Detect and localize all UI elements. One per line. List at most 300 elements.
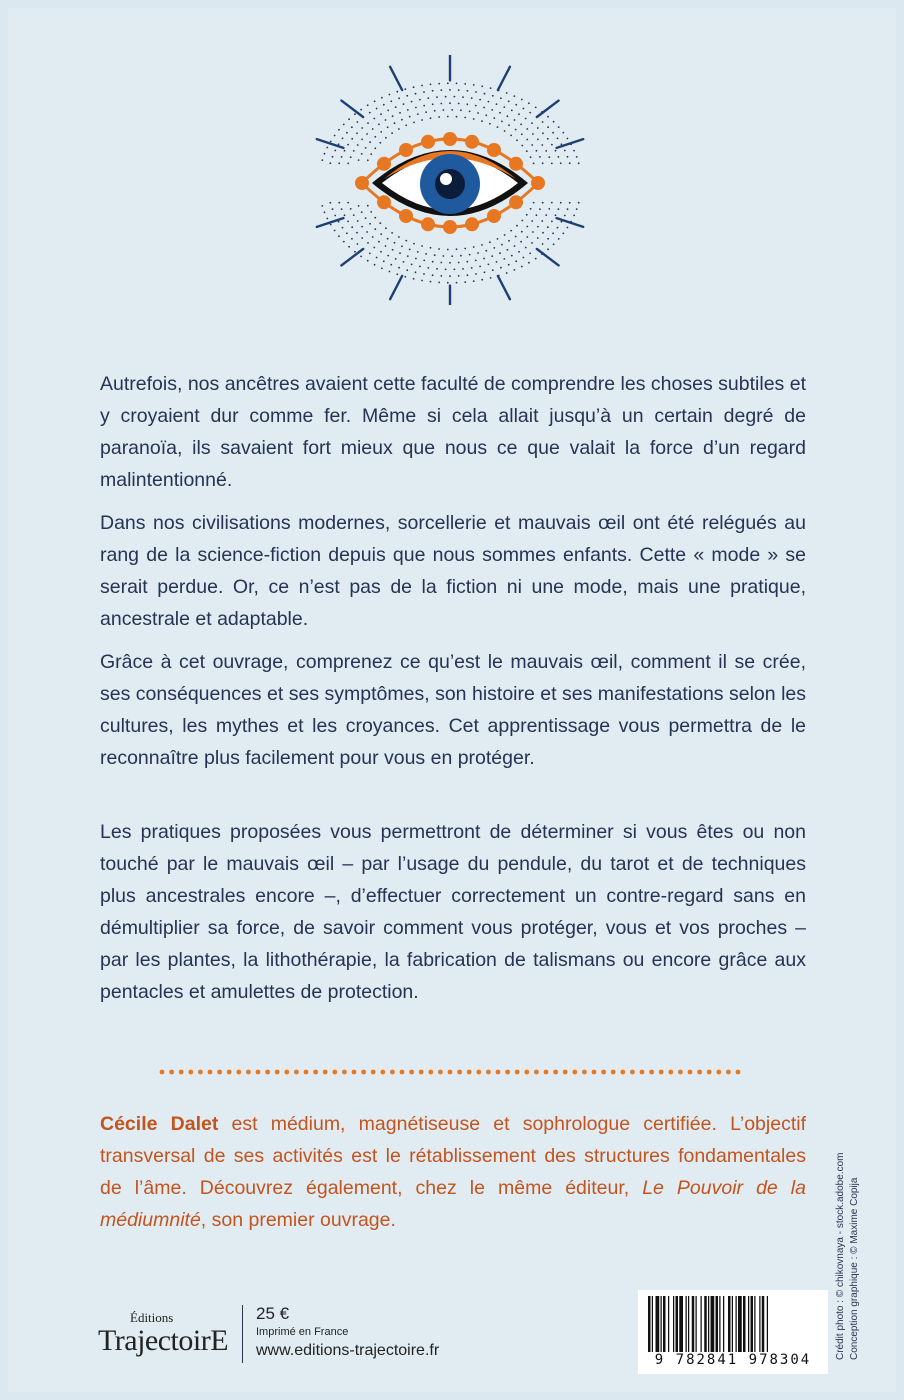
halftone-dot bbox=[557, 227, 559, 229]
halftone-dot bbox=[407, 255, 409, 257]
halftone-dot bbox=[440, 275, 442, 277]
publisher-website[interactable]: www.editions-trajectoire.fr bbox=[256, 1342, 440, 1359]
halftone-dot bbox=[449, 102, 451, 104]
halftone-dot bbox=[432, 274, 434, 276]
halftone-dot bbox=[462, 96, 464, 98]
halftone-dot bbox=[497, 238, 499, 240]
halftone-dot bbox=[514, 245, 516, 247]
halftone-dot bbox=[374, 217, 376, 219]
halftone-dot bbox=[367, 159, 369, 161]
halftone-dot bbox=[492, 269, 494, 271]
halftone-dot bbox=[379, 222, 381, 224]
divider-dot bbox=[611, 1070, 616, 1075]
halftone-dot bbox=[490, 277, 492, 279]
halftone-dot bbox=[506, 92, 508, 94]
divider-dot bbox=[486, 1070, 491, 1075]
halftone-dot bbox=[348, 246, 350, 248]
photo-credit: Crédit photo : © chikovnaya - stock.adobe.com bbox=[835, 1152, 846, 1360]
halftone-dot bbox=[504, 234, 506, 236]
halftone-dot bbox=[531, 122, 533, 124]
halftone-dot bbox=[330, 141, 332, 143]
halftone-dot bbox=[515, 104, 517, 106]
barcode-bar bbox=[679, 1296, 683, 1352]
halftone-dot bbox=[329, 162, 331, 164]
halftone-dot bbox=[552, 232, 554, 234]
halftone-dot bbox=[515, 236, 517, 238]
divider-dot bbox=[592, 1070, 597, 1075]
halftone-dot bbox=[531, 144, 533, 146]
halftone-dot bbox=[569, 162, 571, 164]
halftone-dot bbox=[324, 211, 326, 213]
halftone-dot bbox=[484, 93, 486, 95]
halftone-dot bbox=[567, 208, 569, 210]
halftone-dot bbox=[460, 109, 462, 111]
barcode-bar bbox=[661, 1296, 662, 1352]
halftone-dot bbox=[383, 104, 385, 106]
halftone-dot bbox=[367, 260, 369, 262]
halftone-dot bbox=[560, 162, 562, 164]
halftone-dot bbox=[381, 97, 383, 99]
barcode-bar bbox=[688, 1296, 689, 1352]
halftone-dot bbox=[415, 258, 417, 260]
divider-dot bbox=[246, 1070, 251, 1075]
halftone-dot bbox=[425, 253, 427, 255]
halftone-dot bbox=[542, 121, 544, 123]
halftone-dot bbox=[567, 227, 569, 229]
halftone-dot bbox=[369, 141, 371, 143]
halftone-dot bbox=[407, 109, 409, 111]
divider-dot bbox=[179, 1070, 184, 1075]
halftone-dot bbox=[488, 101, 490, 103]
halftone-dot bbox=[369, 253, 371, 255]
divider-dot bbox=[419, 1070, 424, 1075]
halftone-dot bbox=[488, 264, 490, 266]
halftone-dot bbox=[321, 159, 323, 161]
halftone-dot bbox=[445, 96, 447, 98]
halftone-dot bbox=[526, 214, 528, 216]
halftone-dot bbox=[536, 150, 538, 152]
halftone-dot bbox=[372, 236, 374, 238]
halftone-dot bbox=[419, 266, 421, 268]
logo-trajectoire: TrajectoirE bbox=[98, 1324, 229, 1357]
halftone-dot bbox=[547, 248, 549, 250]
divider-dot bbox=[688, 1070, 693, 1075]
halftone-dot bbox=[334, 150, 336, 152]
halftone-dot bbox=[391, 132, 393, 134]
halftone-dot bbox=[423, 105, 425, 107]
divider-dot bbox=[217, 1070, 222, 1075]
halftone-dot bbox=[526, 139, 528, 141]
halftone-dot bbox=[504, 130, 506, 132]
divider-dot bbox=[188, 1070, 193, 1075]
halftone-dot bbox=[489, 241, 491, 243]
halftone-dot bbox=[357, 121, 359, 123]
halftone-dot bbox=[490, 87, 492, 89]
divider-dot bbox=[697, 1070, 702, 1075]
halftone-dot bbox=[351, 226, 353, 228]
halftone-dot bbox=[547, 138, 549, 140]
halftone-dot bbox=[508, 124, 510, 126]
divider-dot bbox=[390, 1070, 395, 1075]
divider-dot bbox=[572, 1070, 577, 1075]
halftone-dot bbox=[389, 271, 391, 273]
halftone-dot bbox=[385, 137, 387, 139]
barcode-bar bbox=[767, 1296, 768, 1352]
halftone-dot bbox=[338, 202, 340, 204]
halftone-dot bbox=[374, 228, 376, 230]
halftone-dot bbox=[548, 156, 550, 158]
halftone-dot bbox=[491, 255, 493, 257]
halftone-dot bbox=[421, 119, 423, 121]
halftone-dot bbox=[401, 119, 403, 121]
halftone-dot bbox=[483, 258, 485, 260]
divider-dot bbox=[678, 1070, 683, 1075]
halftone-dot bbox=[503, 106, 505, 108]
halftone-dot bbox=[390, 100, 392, 102]
halftone-dot bbox=[496, 261, 498, 263]
halftone-dot bbox=[532, 231, 534, 233]
divider-dot bbox=[256, 1070, 261, 1075]
halftone-dot bbox=[533, 202, 535, 204]
halftone-dot bbox=[456, 248, 458, 250]
halftone-dot bbox=[369, 112, 371, 114]
price: 25 € bbox=[256, 1304, 290, 1323]
halftone-dot bbox=[529, 112, 531, 114]
barcode-bar bbox=[686, 1296, 687, 1352]
halftone-dot bbox=[324, 153, 326, 155]
halftone-dot bbox=[326, 147, 328, 149]
halftone-dot bbox=[558, 208, 560, 210]
barcode-bar bbox=[754, 1296, 755, 1352]
halftone-dot bbox=[354, 251, 356, 253]
halftone-dot bbox=[404, 88, 406, 90]
halftone-dot bbox=[508, 100, 510, 102]
halftone-dot bbox=[438, 116, 440, 118]
halftone-dot bbox=[419, 99, 421, 101]
halftone-dot bbox=[344, 214, 346, 216]
halftone-dot bbox=[440, 103, 442, 105]
barcode-bar bbox=[676, 1296, 679, 1352]
halftone-dot bbox=[373, 247, 375, 249]
halftone-dot bbox=[413, 86, 415, 88]
halftone-dot bbox=[398, 97, 400, 99]
ray bbox=[390, 67, 402, 90]
halftone-dot bbox=[421, 85, 423, 87]
logo-separator bbox=[242, 1305, 243, 1363]
halftone-dot bbox=[449, 262, 451, 264]
halftone-dot bbox=[576, 208, 578, 210]
halftone-dot bbox=[367, 104, 369, 106]
halftone-dot bbox=[547, 238, 549, 240]
halftone-dot bbox=[526, 150, 528, 152]
halftone-dot bbox=[479, 99, 481, 101]
divider-dot bbox=[428, 1070, 433, 1075]
halftone-dot bbox=[396, 91, 398, 93]
halftone-dot bbox=[523, 257, 525, 259]
halftone-dot bbox=[403, 103, 405, 105]
halftone-dot bbox=[365, 147, 367, 149]
halftone-dot bbox=[370, 211, 372, 213]
halftone-dot bbox=[374, 147, 376, 149]
halftone-dot bbox=[330, 224, 332, 226]
halftone-dot bbox=[378, 123, 380, 125]
halftone-dot bbox=[392, 115, 394, 117]
barcode-bars bbox=[646, 1296, 820, 1352]
halftone-dot bbox=[392, 249, 394, 251]
halftone-dot bbox=[547, 226, 549, 228]
halftone-dot bbox=[562, 233, 564, 235]
halftone-dot bbox=[380, 251, 382, 253]
halftone-dot bbox=[338, 129, 340, 131]
printed-in: Imprimé en France bbox=[256, 1326, 349, 1338]
divider-dot bbox=[160, 1070, 165, 1075]
pupil-highlight bbox=[440, 173, 452, 185]
halftone-dot bbox=[430, 247, 432, 249]
halftone-dot bbox=[376, 108, 378, 110]
halftone-dot bbox=[378, 241, 380, 243]
halftone-dot bbox=[390, 264, 392, 266]
ray bbox=[498, 67, 510, 90]
halftone-dot bbox=[542, 243, 544, 245]
halftone-dot bbox=[458, 262, 460, 264]
divider-dot bbox=[208, 1070, 213, 1075]
halftone-dot bbox=[404, 276, 406, 278]
halftone-dot bbox=[361, 127, 363, 129]
halftone-dot bbox=[387, 238, 389, 240]
halftone-dot bbox=[346, 132, 348, 134]
halftone-dot bbox=[528, 262, 530, 264]
halftone-dot bbox=[361, 211, 363, 213]
halftone-dot bbox=[458, 89, 460, 91]
divider-dot bbox=[332, 1070, 337, 1075]
halftone-dot bbox=[411, 101, 413, 103]
halftone-dot bbox=[552, 132, 554, 134]
divider-dot bbox=[275, 1070, 280, 1075]
design-credit: Conception graphique : © Maxime Copija bbox=[849, 1177, 860, 1360]
halftone-dot bbox=[417, 113, 419, 115]
barcode-bar bbox=[728, 1296, 731, 1352]
barcode-bar bbox=[738, 1296, 742, 1352]
halftone-dot bbox=[415, 93, 417, 95]
divider-dot bbox=[198, 1070, 203, 1075]
divider-dot bbox=[736, 1070, 741, 1075]
halftone-dot bbox=[360, 256, 362, 258]
halftone-dot bbox=[458, 275, 460, 277]
halftone-dot bbox=[526, 128, 528, 130]
barcode-number: 9 782841 978304 bbox=[654, 1352, 812, 1368]
halftone-dot bbox=[438, 282, 440, 284]
halftone-dot bbox=[351, 126, 353, 128]
halftone-dot bbox=[396, 273, 398, 275]
barcode-bar bbox=[656, 1296, 660, 1352]
halftone-dot bbox=[438, 248, 440, 250]
halftone-dot bbox=[440, 262, 442, 264]
divider-dot bbox=[371, 1070, 376, 1075]
halftone-dot bbox=[539, 208, 541, 210]
halftone-dot bbox=[558, 156, 560, 158]
halftone-dot bbox=[521, 99, 523, 101]
halftone-dot bbox=[475, 105, 477, 107]
halftone-dot bbox=[347, 221, 349, 223]
dotted-divider bbox=[158, 1064, 746, 1080]
ray bbox=[557, 218, 584, 227]
halftone-dot bbox=[530, 208, 532, 210]
halftone-dot bbox=[379, 142, 381, 144]
halftone-dot bbox=[353, 214, 355, 216]
ray bbox=[537, 101, 559, 117]
halftone-dot bbox=[521, 231, 523, 233]
halftone-dot bbox=[469, 111, 471, 113]
halftone-dot bbox=[406, 95, 408, 97]
halftone-dot bbox=[361, 139, 363, 141]
halftone-dot bbox=[471, 267, 473, 269]
halftone-dot bbox=[421, 280, 423, 282]
halftone-dot bbox=[479, 266, 481, 268]
ray bbox=[317, 218, 344, 227]
divider-dot bbox=[438, 1070, 443, 1075]
halftone-dot bbox=[558, 126, 560, 128]
halftone-dot bbox=[501, 121, 503, 123]
halftone-dot bbox=[367, 122, 369, 124]
barcode-bar bbox=[751, 1296, 754, 1352]
halftone-dot bbox=[361, 237, 363, 239]
divider-dot bbox=[294, 1070, 299, 1075]
divider-dot bbox=[563, 1070, 568, 1075]
divider-dot bbox=[323, 1070, 328, 1075]
halftone-dot bbox=[535, 107, 537, 109]
halftone-dot bbox=[510, 230, 512, 232]
halftone-dot bbox=[466, 261, 468, 263]
halftone-dot bbox=[521, 145, 523, 147]
halftone-dot bbox=[537, 237, 539, 239]
halftone-dot bbox=[454, 96, 456, 98]
halftone-dot bbox=[564, 215, 566, 217]
halftone-dot bbox=[481, 85, 483, 87]
halftone-dot bbox=[535, 258, 537, 260]
halftone-dot bbox=[499, 252, 501, 254]
halftone-dot bbox=[542, 232, 544, 234]
halftone-dot bbox=[370, 153, 372, 155]
halftone-dot bbox=[430, 117, 432, 119]
halftone-dot bbox=[555, 150, 557, 152]
halftone-dot bbox=[547, 116, 549, 118]
halftone-dot bbox=[374, 100, 376, 102]
halftone-dot bbox=[464, 248, 466, 250]
halftone-dot bbox=[533, 163, 535, 165]
halftone-dot bbox=[417, 251, 419, 253]
halftone-dot bbox=[399, 252, 401, 254]
halftone-dot bbox=[541, 144, 543, 146]
halftone-dot bbox=[440, 89, 442, 91]
barcode-bar bbox=[708, 1296, 709, 1352]
halftone-dot bbox=[380, 233, 382, 235]
halftone-dot bbox=[447, 116, 449, 118]
divider-dot bbox=[601, 1070, 606, 1075]
halftone-dot bbox=[385, 119, 387, 121]
halftone-dot bbox=[493, 117, 495, 119]
book-title: Le Pouvoir de la médiumnité bbox=[100, 1177, 806, 1231]
halftone-dot bbox=[338, 235, 340, 237]
halftone-dot bbox=[343, 241, 345, 243]
halftone-dot bbox=[399, 112, 401, 114]
halftone-dot bbox=[464, 281, 466, 283]
divider-dot bbox=[236, 1070, 241, 1075]
halftone-dot bbox=[515, 129, 517, 131]
halftone-dot bbox=[454, 269, 456, 271]
halftone-dot bbox=[365, 217, 367, 219]
halftone-dot bbox=[356, 132, 358, 134]
ray bbox=[341, 249, 363, 265]
divider-dot bbox=[640, 1070, 645, 1075]
halftone-dot bbox=[545, 214, 547, 216]
halftone-dot bbox=[434, 110, 436, 112]
halftone-dot bbox=[501, 244, 503, 246]
divider-dot bbox=[505, 1070, 510, 1075]
halftone-dot bbox=[447, 249, 449, 251]
halftone-dot bbox=[443, 109, 445, 111]
halftone-dot bbox=[551, 221, 553, 223]
divider-dot bbox=[659, 1070, 664, 1075]
divider-dot bbox=[476, 1070, 481, 1075]
halftone-dot bbox=[520, 241, 522, 243]
halftone-dot bbox=[372, 128, 374, 130]
halftone-dot bbox=[391, 232, 393, 234]
ray bbox=[498, 276, 510, 299]
halftone-dot bbox=[520, 123, 522, 125]
halftone-dot bbox=[415, 107, 417, 109]
barcode-bar bbox=[673, 1296, 674, 1352]
halftone-dot bbox=[415, 271, 417, 273]
halftone-dot bbox=[403, 261, 405, 263]
halftone-dot bbox=[357, 220, 359, 222]
halftone-dot bbox=[541, 220, 543, 222]
halftone-dot bbox=[348, 118, 350, 120]
halftone-dot bbox=[321, 205, 323, 207]
halftone-dot bbox=[467, 90, 469, 92]
halftone-dot bbox=[473, 118, 475, 120]
halftone-dot bbox=[436, 96, 438, 98]
halftone-dot bbox=[462, 268, 464, 270]
halftone-dot bbox=[578, 202, 580, 204]
halftone-dot bbox=[551, 163, 553, 165]
halftone-dot bbox=[401, 245, 403, 247]
halftone-dot bbox=[507, 115, 509, 117]
author-bio-text-1: est médium, magnétiseuse et sophrologue certifiée. L’objectif transversal de ses activités est le rétablissement des structures fondamentales de l’âme. Découvrez également, chez le même éditeur, bbox=[100, 1113, 806, 1199]
halftone-dot bbox=[357, 144, 359, 146]
halftone-dot bbox=[341, 208, 343, 210]
halftone-dot bbox=[367, 205, 369, 207]
halftone-dot bbox=[503, 258, 505, 260]
halftone-dot bbox=[443, 255, 445, 257]
divider-dot bbox=[496, 1070, 501, 1075]
logo-editions: Éditions bbox=[130, 1310, 174, 1325]
halftone-dot bbox=[342, 138, 344, 140]
divider-dot bbox=[553, 1070, 558, 1075]
halftone-dot bbox=[356, 232, 358, 234]
halftone-dot bbox=[456, 83, 458, 85]
divider-dot bbox=[582, 1070, 587, 1075]
halftone-dot bbox=[427, 267, 429, 269]
halftone-dot bbox=[413, 122, 415, 124]
barcode-bar bbox=[736, 1296, 737, 1352]
halftone-dot bbox=[432, 103, 434, 105]
halftone-dot bbox=[398, 128, 400, 130]
divider-dot bbox=[169, 1070, 174, 1075]
halftone-dot bbox=[491, 109, 493, 111]
halftone-dot bbox=[456, 116, 458, 118]
halftone-dot bbox=[526, 226, 528, 228]
halftone-dot bbox=[529, 253, 531, 255]
